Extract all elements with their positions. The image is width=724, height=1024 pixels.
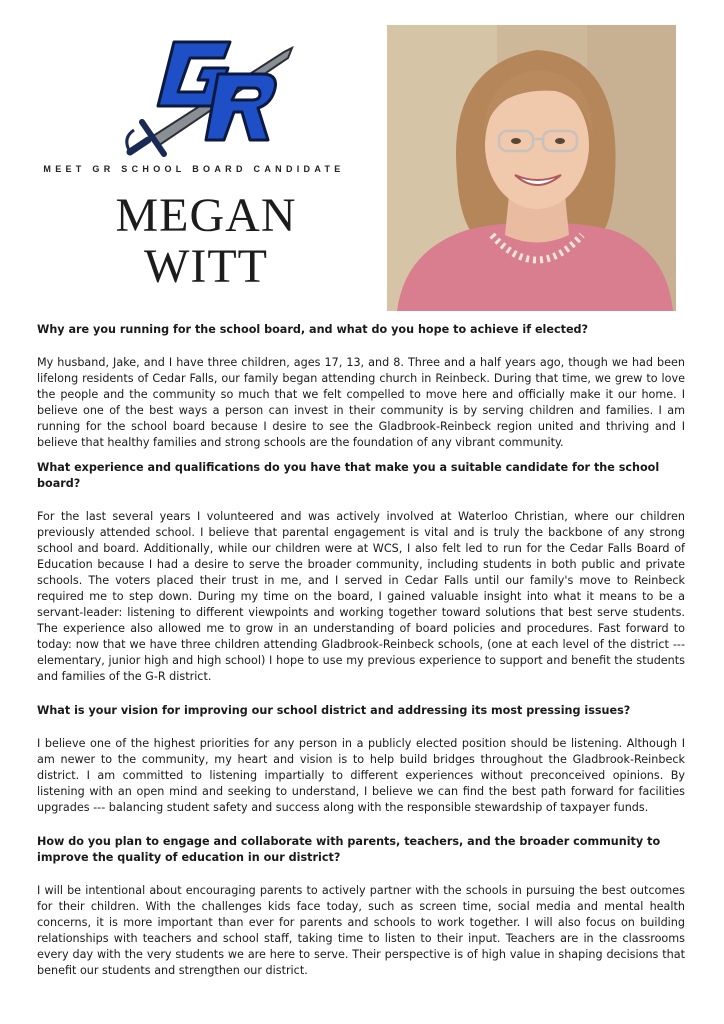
gr-sword-logo — [112, 30, 302, 160]
candidate-last-name: WITT — [144, 240, 268, 293]
question-1: Why are you running for the school board, and what do you hope to achieve if elected? — [37, 323, 589, 336]
candidate-name — [0, 190, 412, 292]
question-4: How do you plan to engage and collaborate with parents, teachers, and the broader community to improve the quality of education in our district? — [37, 835, 661, 864]
candidate-subtitle: MEET GR SCHOOL BOARD CANDIDATE — [43, 164, 345, 174]
answer-4: I will be intentional about encouraging parents to actively partner with the schools in pursuing the best outcomes for their children. With the challenges kids face today, such as screen time, social media and mental health concerns, it is more important than ever for parents and schools to work together. I will also focus on building relationships with teachers and school staff, taking time to listen to their input. Teachers are in the classrooms every day with the very students we are here to serve. Their perspective is of high value in shaping decisions that benefit our students and strengthen our district. — [37, 884, 685, 977]
candidate-photo — [387, 25, 676, 311]
answer-3: I believe one of the highest priorities for any person in a publicly elected position should be listening. Although I am newer to the community, my heart and vision is to help build bridges throughout the Gladbrook-Reinbeck district. I am committed to listening impartially to different experiences without preconceived opinions. By listening with an open mind and seeking to understand, I believe we can find the best path forward for facilities upgrades --- balancing student safety and success along with the responsible stewardship of taxpayer funds. — [37, 737, 685, 814]
sword-handle — [130, 140, 148, 152]
answer-1: My husband, Jake, and I have three children, ages 17, 13, and 8. Three and a half years ago, though we had been lifelong residents of Cedar Falls, our family began attending church in Reinbeck. During that time, we grew to love the people and the community so much that we felt compelled to move here and officially make it our home. I believe one of the best ways a person can invest in their community is by serving children and families. I am running for the school board because I desire to see the Gladbrook-Reinbeck region united and thriving and I believe that healthy families and strong schools are the foundation of any vibrant community. — [37, 356, 685, 449]
question-2: What experience and qualifications do you have that make you a suitable candidate for the school board? — [37, 461, 660, 490]
candidate-first-name: MEGAN — [115, 189, 297, 242]
answer-2: For the last several years I volunteered and was actively involved at Waterloo Christian, where our children previously attended school. I believe that parental engagement is vital and is truly the backbone of any strong school and board. Additionally, while our children were at WCS, I also felt led to run for the Cedar Falls Board of Education because I had a desire to serve the broader community, including students in both public and private schools. The voters placed their trust in me, and I served in Cedar Falls until our family's move to Reinbeck required me to step down. During my time on the board, I gained valuable insight into what it means to be a servant-leader: listening to different viewpoints and working together toward solutions that best serve students. The experience also allowed me to grow in an understanding of board policies and procedures. Fast forward to today: now that we have three children attending Gladbrook-Reinbeck schools, (one at each level of the district --- elementary, junior high and high school) I hope to use my previous experience to support and benefit the students and families of the G-R district. — [37, 510, 685, 683]
logo-letter-r — [206, 74, 276, 140]
qa-content — [37, 322, 685, 988]
question-3: What is your vision for improving our school district and addressing its most pressing issues? — [37, 704, 631, 717]
